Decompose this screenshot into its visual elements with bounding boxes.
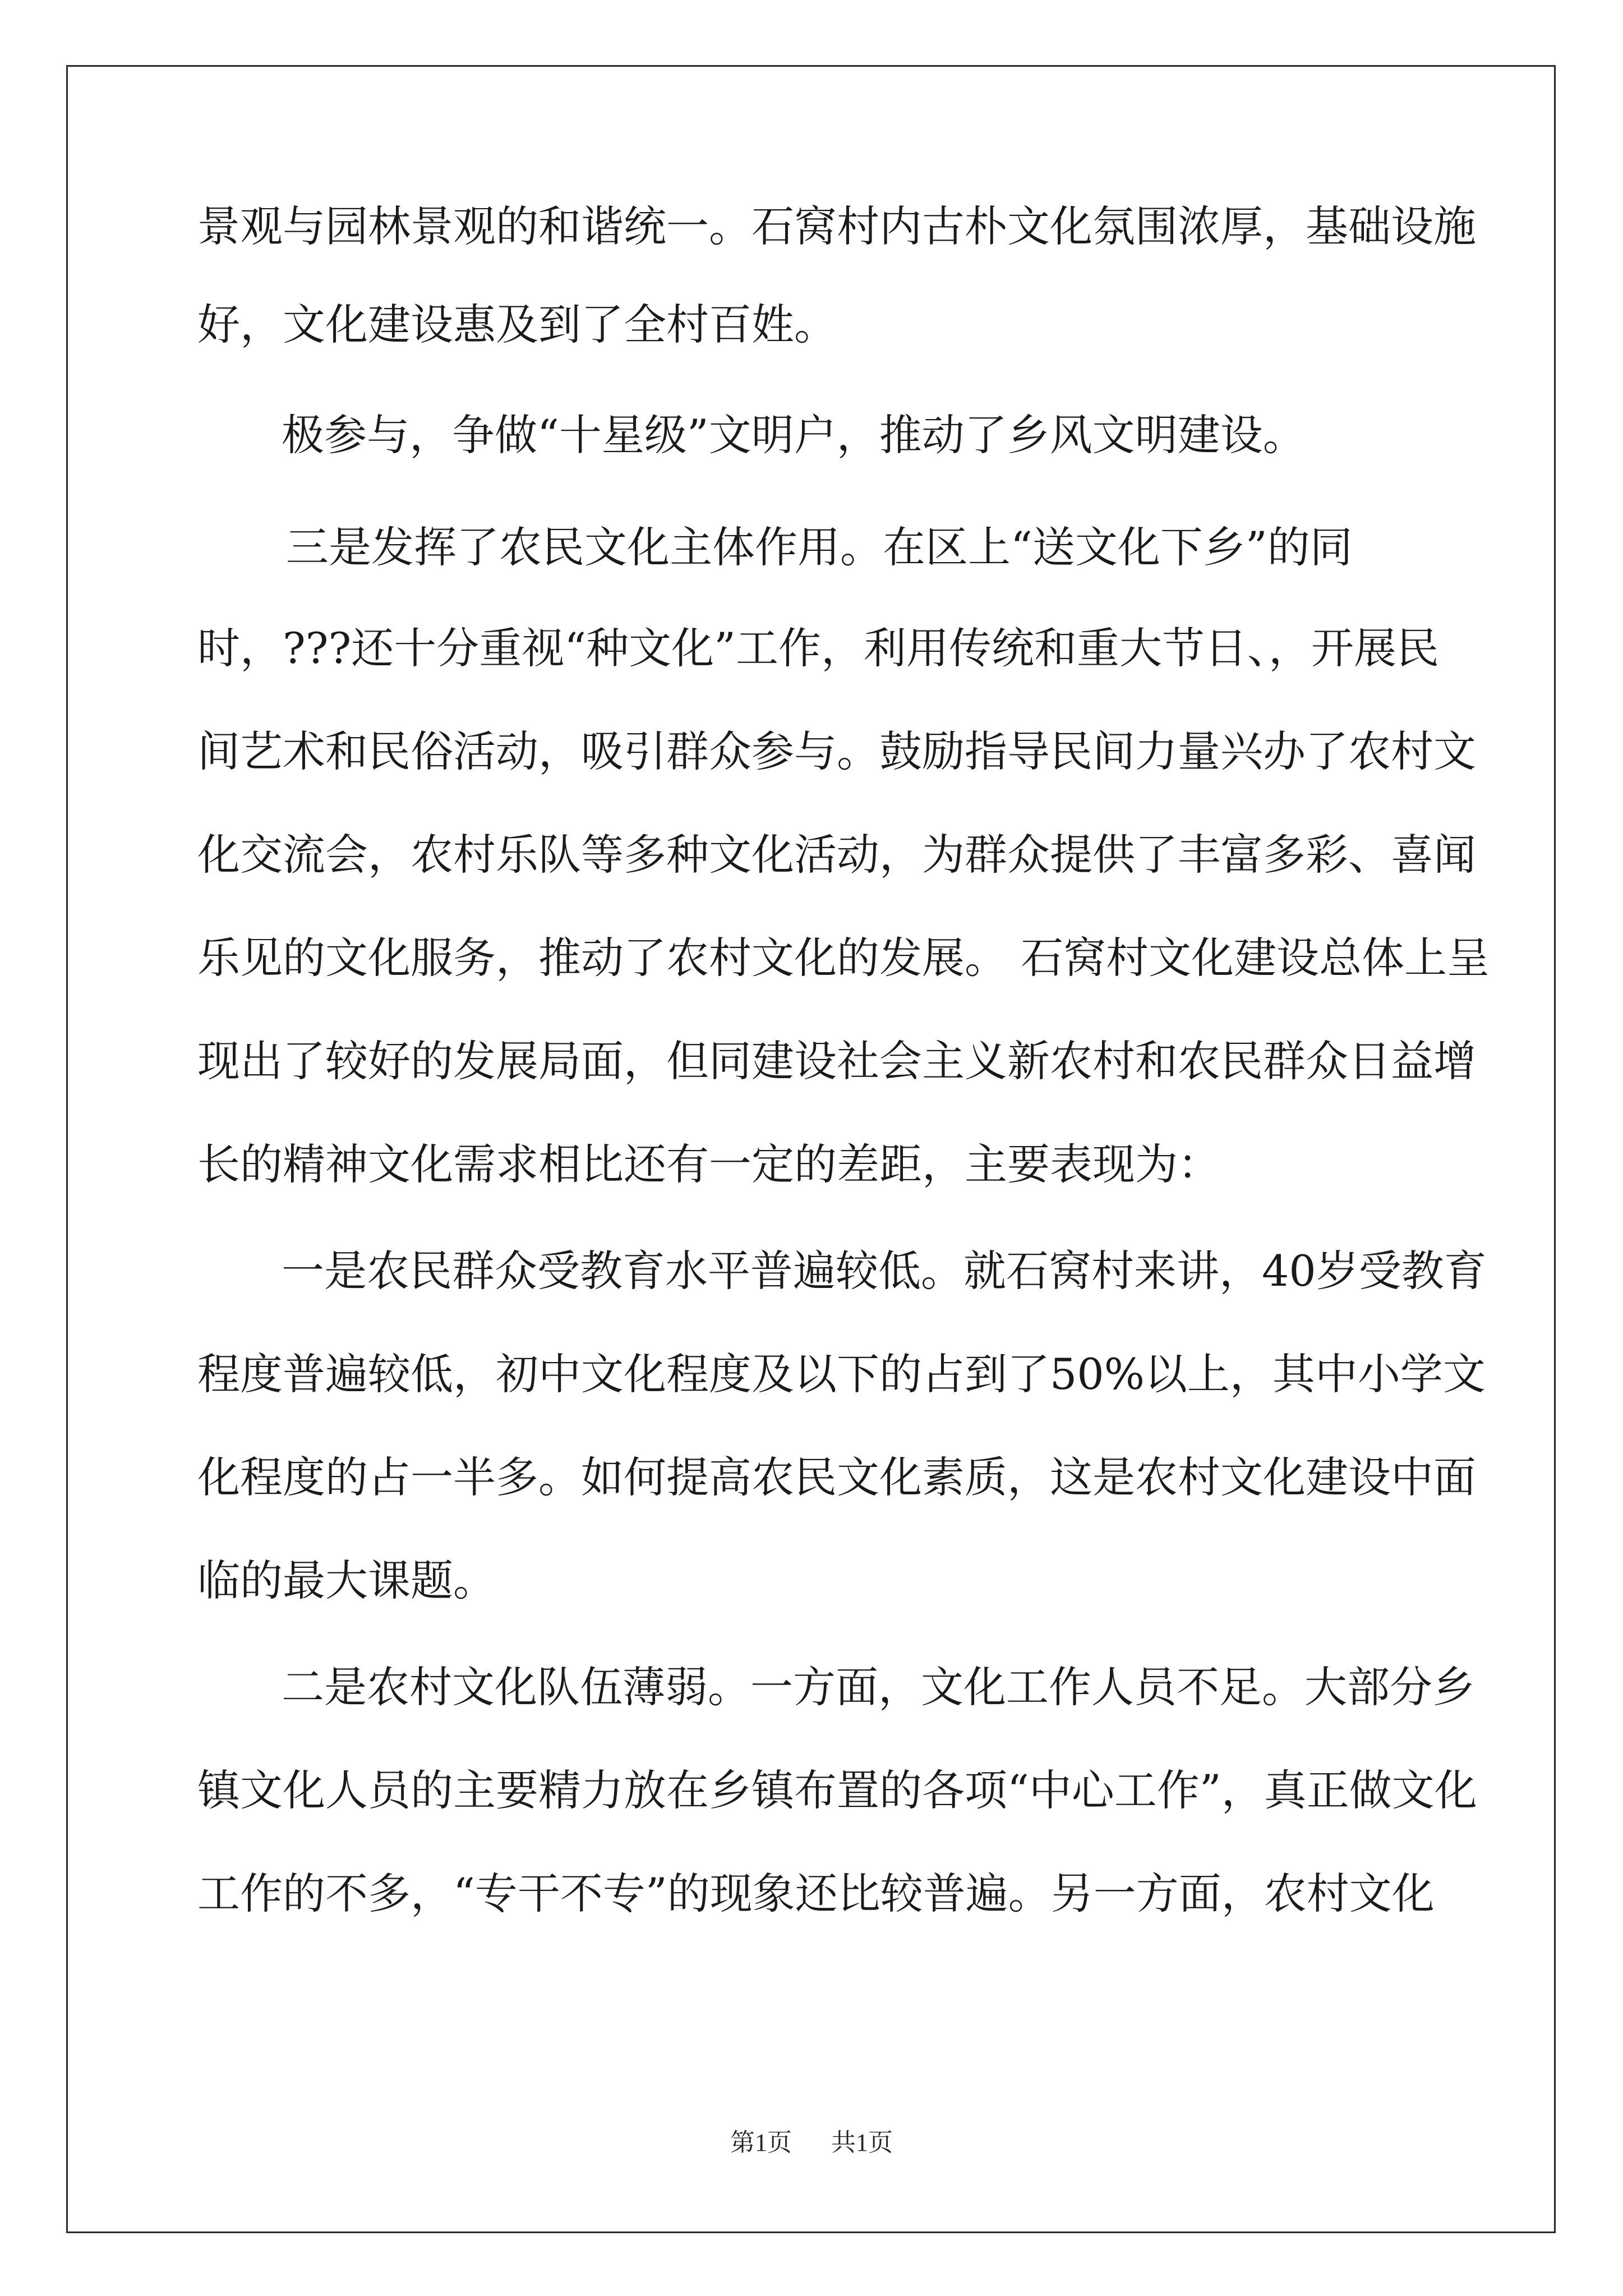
text-line: 化程度的占一半多。如何提高农民文化素质，这是农村文化建设中面 bbox=[197, 1452, 1476, 1502]
text-line: 极参与，争做“十星级”文明户，推动了乡风文明建设。 bbox=[282, 410, 1306, 460]
text-line: 现出了较好的发展局面，但同建设社会主义新农村和农民群众日益增 bbox=[197, 1036, 1476, 1086]
text-line: 时，???还十分重视“种文化”工作，利用传统和重大节日、，开展民 bbox=[197, 623, 1439, 673]
text-line: 程度普遍较低，初中文化程度及以下的占到了50%以上，其中小学文 bbox=[197, 1349, 1486, 1399]
page-total: 共1页 bbox=[831, 2129, 893, 2156]
page-footer bbox=[0, 2127, 1623, 2159]
text-line: 长的精神文化需求相比还有一定的差距，主要表现为： bbox=[197, 1139, 1220, 1189]
text-line: 一是农民群众受教育水平普遍较低。就石窝村来讲，40岁受教育 bbox=[282, 1246, 1487, 1296]
text-line: 三是发挥了农民文化主体作用。在区上“送文化下乡”的同 bbox=[286, 522, 1353, 572]
text-line: 工作的不多，“专干不专”的现象还比较普遍。另一方面，农村文化 bbox=[197, 1869, 1435, 1918]
text-line: 乐见的文化服务，推动了农村文化的发展。 石窝村文化建设总体上呈 bbox=[197, 933, 1490, 983]
page-number: 第1页 bbox=[730, 2129, 792, 2156]
text-line: 化交流会，农村乐队等多种文化活动，为群众提供了丰富多彩、喜闻 bbox=[197, 830, 1476, 880]
text-line: 临的最大课题。 bbox=[197, 1556, 496, 1605]
text-line: 二是农村文化队伍薄弱。一方面，文化工作人员不足。大部分乡 bbox=[282, 1662, 1475, 1712]
text-line: 景观与园林景观的和谐统一。石窝村内古朴文化氛围浓厚，基础设施 bbox=[197, 201, 1476, 251]
text-line: 间艺术和民俗活动，吸引群众参与。鼓励指导民间力量兴办了农村文 bbox=[197, 726, 1476, 776]
text-line: 好，文化建设惠及到了全村百姓。 bbox=[197, 300, 837, 349]
text-line: 镇文化人员的主要精力放在乡镇布置的各项“中心工作”，真正做文化 bbox=[197, 1765, 1477, 1815]
